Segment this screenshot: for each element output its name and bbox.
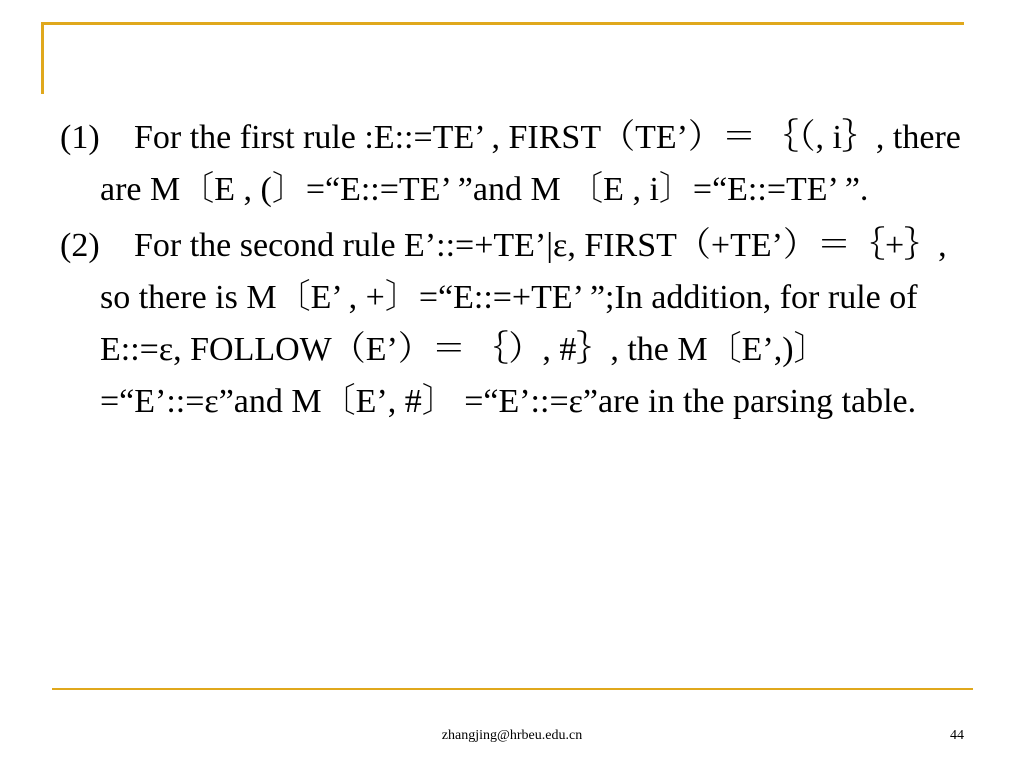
paragraph-2 [60,220,970,428]
left-decorative-line [41,22,44,94]
paragraph-1-text: For the first rule :E::=TE’ , FIRST（TE’）＝ ｛（, i｝, there are M〔E , (〕=“E::=TE’ ”and M 〔E , i〕=“E::=TE’ ”. [100,119,961,208]
bottom-decorative-line [52,688,973,690]
paragraph-2-text: For the second rule E’::=+TE’|ε, FIRST（+TE’）＝｛+｝, so there is M〔E’ , +〕=“E::=+TE’ ”;In addition, for rule of E::=ε, FOLLOW（E’）＝ ｛）, #｝, the M〔E’,)〕=“E’::=ε”and M〔E’, #〕 =“E’::=ε”are in the parsing table. [100,227,947,420]
paragraph-1-number: (1) [60,119,100,156]
paragraph-2-number: (2) [60,227,100,264]
paragraph-1 [60,112,970,216]
top-decorative-line [42,22,964,25]
footer-email: zhangjing@hrbeu.edu.cn [441,728,583,743]
slide-body [60,112,970,432]
page-number: 44 [950,728,964,743]
